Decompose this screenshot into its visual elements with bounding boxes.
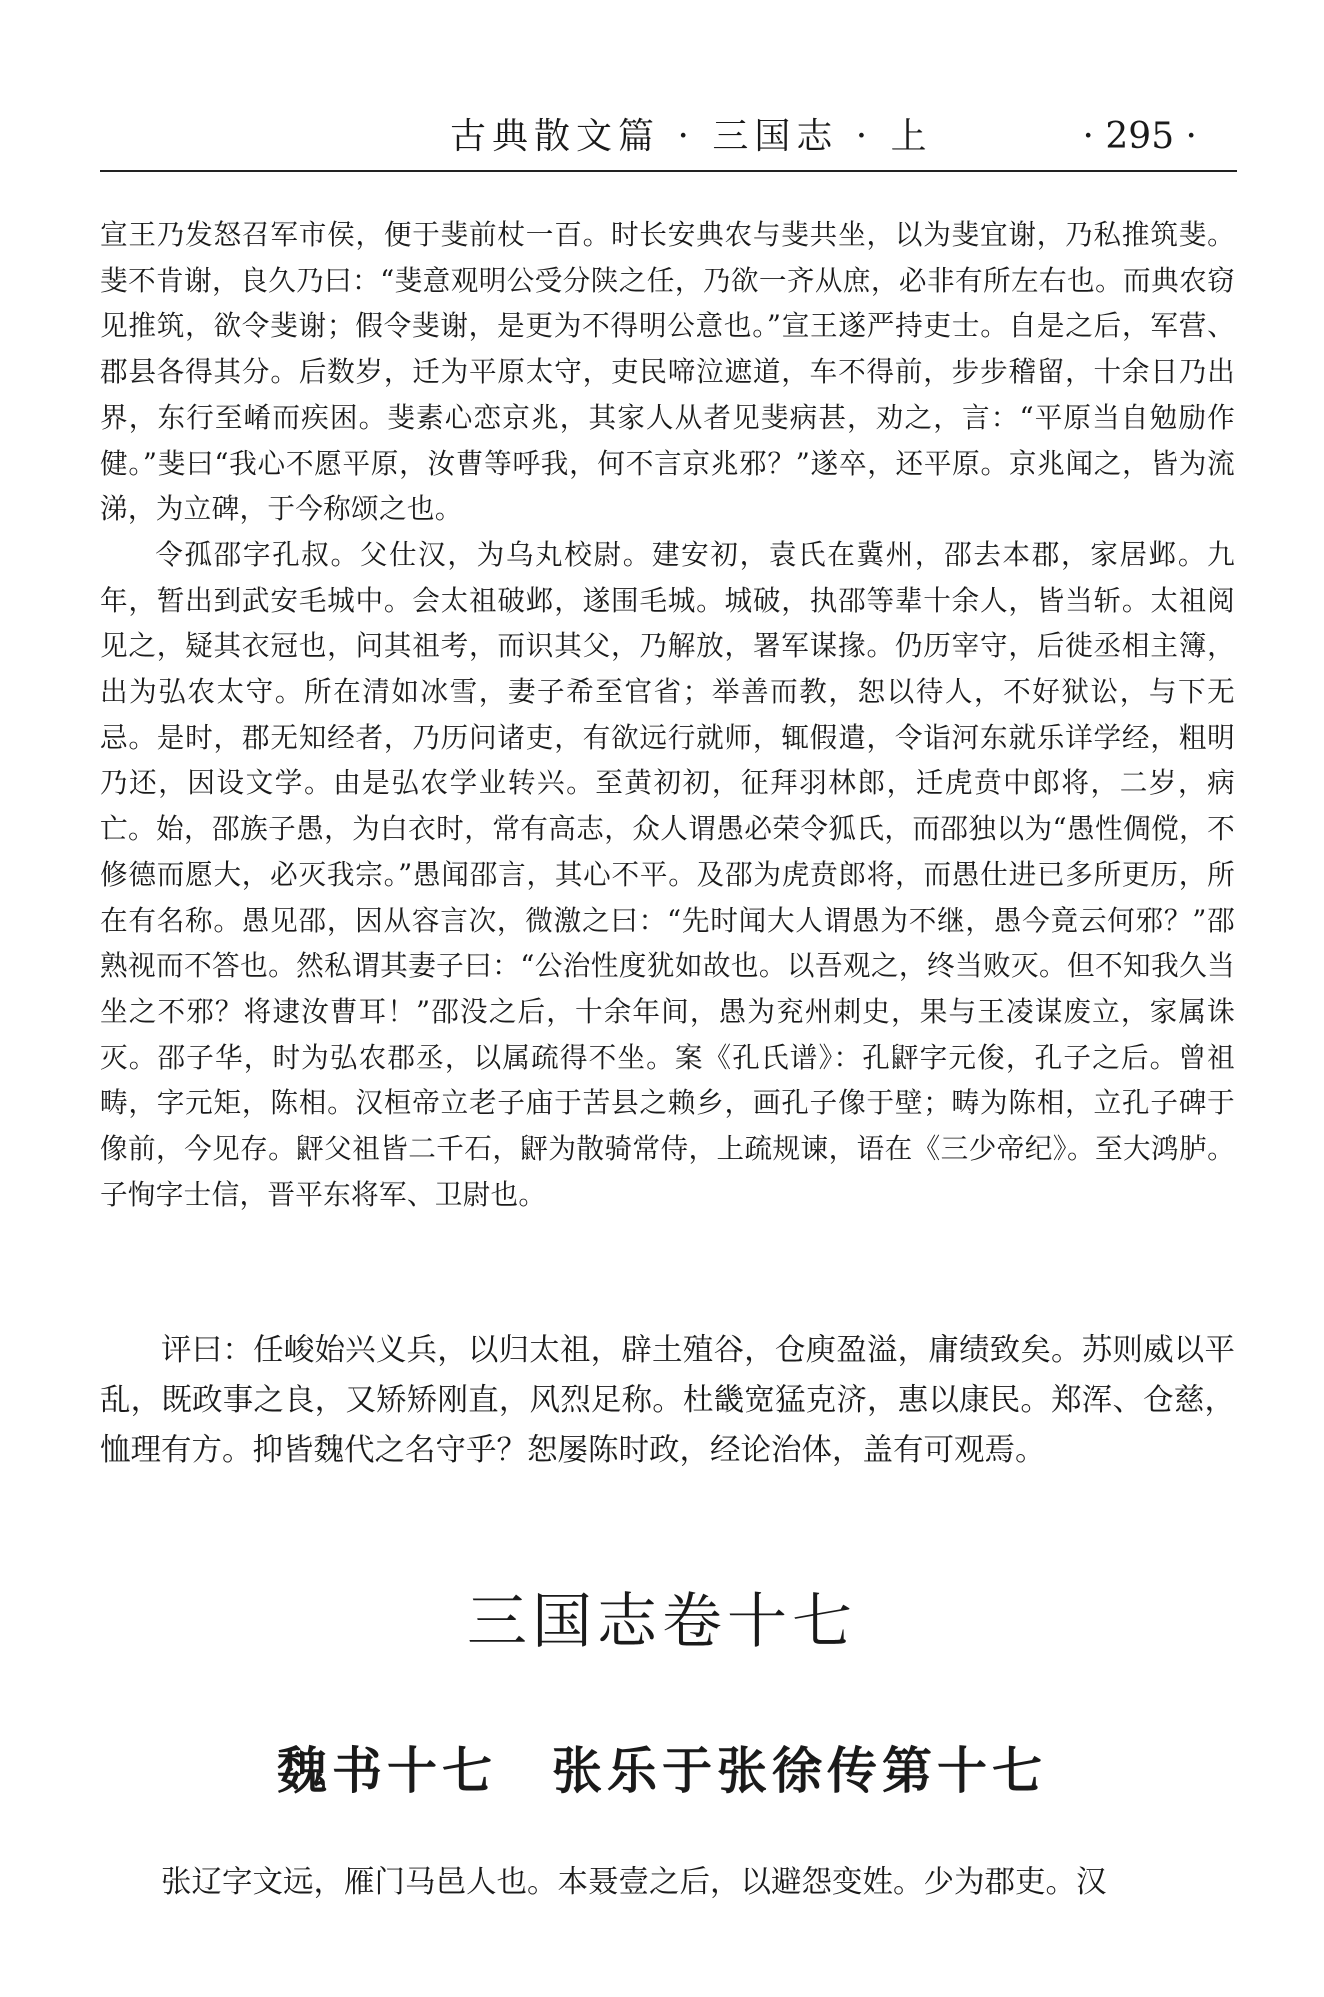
- note-paragraph: 令孤邵字孔叔。父仕汉，为乌丸校尉。建安初，袁氏在冀州，邵去本郡，家居邺。九年，暂出到武安毛城中。会太祖破邺，遂围毛城。城破，执邵等辈十余人，皆当斩。太祖阅见之，疑其衣冠也，问其祖考，而识其父，乃解放，署军谋掾。仍历宰守，后徙丞相主簿，出为弘农太守。所在清如冰雪，妻子希至官省；举善而教，恕以待人，不好狱讼，与下无忌。是时，郡无知经者，乃历问诸吏，有欲远行就师，辄假遣，令诣河东就乐详学经，粗明乃还，因设文学。由是弘农学业转兴。至黄初初，征拜羽林郎，迁虎贲中郎将，二岁，病亡。始，邵族子愚，为白衣时，常有高志，众人谓愚必荣令狐氏，而邵独以为“愚性倜傥，不修德而愿大，必灭我宗。”愚闻邵言，其心不平。及邵为虎贲郎将，而愚仕进已多所更历，所在有名称。愚见邵，因从容言次，微激之曰：“先时闻大人谓愚为不继，愚今竟云何邪？”邵熟视而不答也。然私谓其妻子曰：“公治性度犹如故也。以吾观之，终当败灭。但不知我久当坐之不邪？将逮汝曹耳！”邵没之后，十余年间，愚为兖州刺史，果与王凌谋废立，家属诛灭。邵子华，时为弘农郡丞，以属疏得不坐。案《孔氏谱》：孔䶄字元俊，孔子之后。曾祖畴，字元矩，陈相。汉桓帝立老子庙于苦县之赖乡，画孔子像于壁；畴为陈相，立孔子碑于像前，今见存。䶄父祖皆二千石，䶄为散骑常侍，上疏规谏，语在《三少帝纪》。至大鸿胪。子恂字士信，晋平东将军、卫尉也。: [100, 537, 1235, 1211]
- chapter-title: 魏书十七 张乐于张徐传第十七: [277, 1742, 1047, 1800]
- commentary-paragraph: 评曰：任峻始兴义兵，以归太祖，辟土殖谷，仓庾盈溢，庸绩致矣。苏则威以平乱，既政事之良，又矫矫刚直，风烈足称。杜畿宽猛克济，惠以康民。郑浑、仓慈，恤理有方。抑皆魏代之名守乎？恕屡陈时政，经论治体，盖有可观焉。: [100, 1333, 1235, 1468]
- note-paragraph: 宣王乃发怒召军市侯，便于斐前杖一百。时长安典农与斐共坐，以为斐宜谢，乃私推筑斐。斐不肯谢，良久乃曰：“斐意观明公受分陕之任，乃欲一齐从庶，必非有所左右也。而典农窃见推筑，欲令斐谢；假令斐谢，是更为不得明公意也。”宣王遂严持吏士。自是之后，军营、郡县各得其分。后数岁，迁为平原太守，吏民啼泣遮道，车不得前，步步稽留，十余日乃出界，东行至崤而疾困。斐素心恋京兆，其家人从者见斐病甚，劝之，言：“平原当自勉励作健。”斐曰“我心不愿平原，汝曹等呼我，何不言京兆邪？”遂卒，还平原。京兆闻之，皆为流涕，为立碑，于今称颂之也。: [100, 218, 1235, 526]
- body-paragraph: 张辽字文远，雁门马邑人也。本聂壹之后，以避怨变姓。少为郡吏。汉: [161, 1865, 1107, 1900]
- running-title: 古典散文篇 · 三国志 · 上: [450, 116, 933, 157]
- annotation-notes: [100, 212, 1235, 1217]
- volume-title: 三国志卷十七: [467, 1587, 857, 1657]
- page-number: · 295 ·: [1082, 116, 1197, 157]
- page-header: [100, 112, 1237, 172]
